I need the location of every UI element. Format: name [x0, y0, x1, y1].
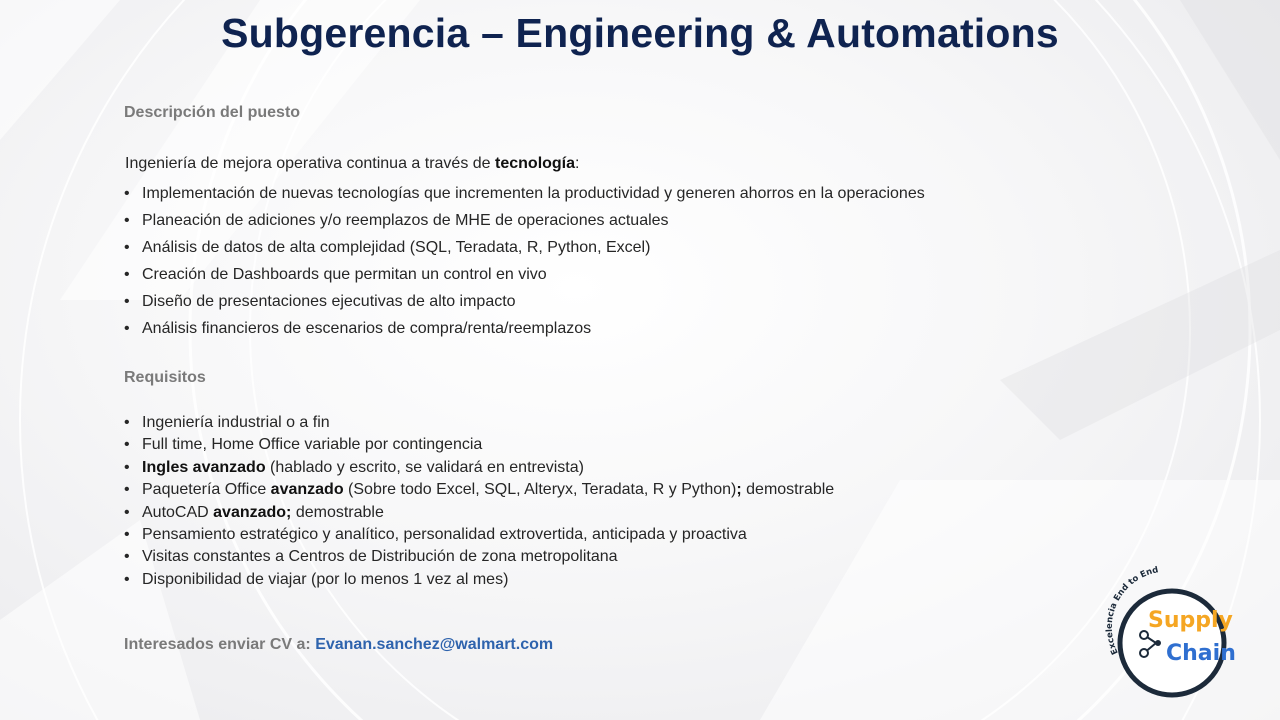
contact-line	[124, 636, 553, 654]
list-item	[124, 569, 834, 591]
list-item: • Análisis financieros de escenarios de compra/renta/reemplazos	[124, 317, 925, 344]
intro-suffix: :	[575, 155, 580, 172]
requirements-list	[124, 412, 834, 591]
requirements-heading: Requisitos	[124, 369, 206, 386]
supply-chain-logo	[1100, 565, 1260, 700]
text-run: demostrable	[741, 481, 835, 499]
list-item	[124, 502, 834, 524]
text-run: Visitas constantes a Centros de Distribución de zona metropolitana	[142, 548, 618, 566]
text-run: Paquetería Office	[142, 481, 271, 499]
description-list	[124, 182, 925, 344]
text-run: Full time, Home Office variable por contingencia	[142, 436, 483, 454]
text-run: Pensamiento estratégico y analítico, personalidad extrovertida, anticipada y proactiva	[142, 525, 747, 543]
slide-title: Subgerencia – Engineering & Automations	[221, 10, 1059, 56]
description-intro	[125, 155, 579, 173]
list-item: • Planeación de adiciones y/o reemplazos de MHE de operaciones actuales	[124, 209, 925, 236]
text-run: AutoCAD	[142, 503, 214, 521]
text-run: Ingeniería industrial o a fin	[142, 414, 330, 431]
list-item	[124, 479, 834, 501]
list-item	[124, 434, 834, 456]
logo-arc-text: Excelencia End to End	[1104, 565, 1160, 656]
list-item	[124, 412, 834, 434]
bold-text: avanzado	[270, 481, 344, 499]
logo-word-supply: Supply	[1148, 608, 1233, 633]
contact-email[interactable]: Evanan.sanchez@walmart.com	[315, 636, 554, 653]
list-item: • Implementación de nuevas tecnologías que incrementen la productividad y generen ahorros en la operaciones	[124, 182, 925, 209]
bold-text: Ingles avanzado	[142, 458, 266, 476]
list-item: • Creación de Dashboards que permitan un control en vivo	[124, 263, 925, 290]
list-item	[124, 546, 834, 568]
bold-text: ;	[736, 481, 742, 499]
intro-bold: tecnología	[495, 155, 576, 172]
description-heading: Descripción del puesto	[124, 104, 301, 121]
text-run: (Sobre todo Excel, SQL, Alteryx, Teradata, R y Python)	[343, 481, 737, 499]
logo-word-chain: Chain	[1166, 641, 1236, 666]
text-run: Disponibilidad de viajar (por lo menos 1 vez al mes)	[142, 570, 509, 588]
list-item: • Análisis de datos de alta complejidad (SQL, Teradata, R, Python, Excel)	[124, 236, 925, 263]
list-item: • Diseño de presentaciones ejecutivas de alto impacto	[124, 290, 925, 317]
contact-label: Interesados enviar CV a:	[124, 636, 316, 653]
intro-prefix: Ingeniería de mejora operativa continua a través de	[125, 155, 496, 172]
text-run: demostrable	[291, 503, 384, 521]
list-item	[124, 457, 834, 479]
list-item	[124, 524, 834, 546]
text-run: (hablado y escrito, se validará en entrevista)	[265, 458, 584, 476]
bold-text: avanzado;	[213, 503, 292, 521]
